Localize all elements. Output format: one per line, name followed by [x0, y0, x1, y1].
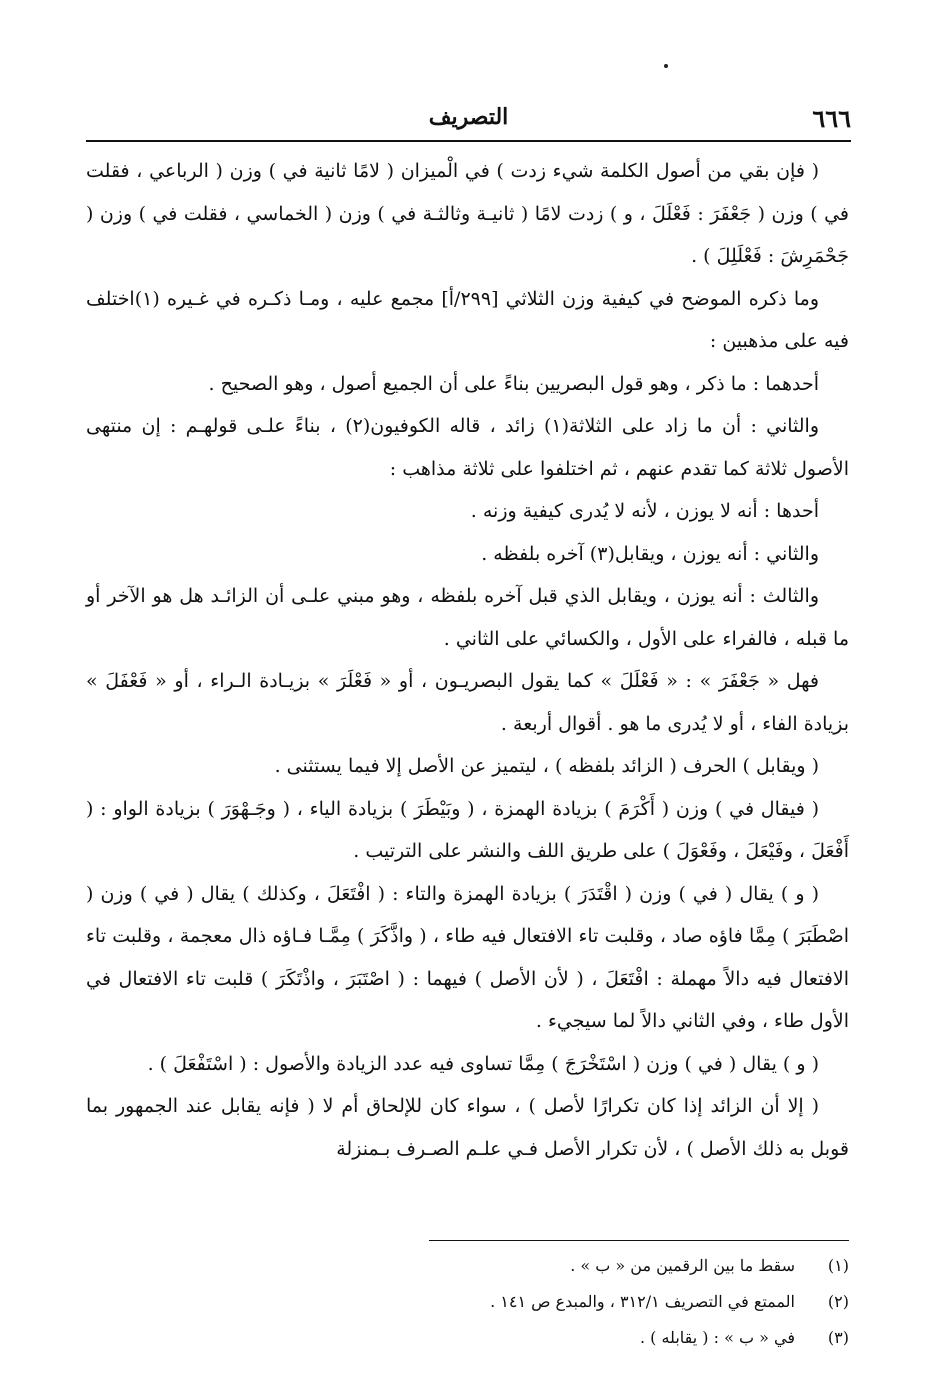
paragraph: ( ويقابل ) الحرف ( الزائد بلفظه ) ، ليتميز عن الأصل إلا فيما يستثنى .: [274, 755, 819, 777]
paragraph: ( فإن بقي من أصول الكلمة شيء زدت ) في الْميزان ( لامًا ثانية في ) وزن ( الرباعي ، فقلت في ) وزن ( جَعْفَرَ : فَعْلَلَ ، و ) زدت لامًا ( ثانيـة وثالثـة في ) وزن ( الخماسي ، فقلت في ) وزن ( جَحْمَرِشَ : فَعْلَلِلَ ) .: [86, 160, 849, 267]
ink-dot: [664, 64, 668, 68]
footnote-number: (٣): [827, 1328, 849, 1347]
paragraph: وما ذكره الموضح في كيفية وزن الثلاثي [٢٩٩/أ] مجمع عليه ، ومـا ذكـره في غـيره (١)اختلف فيه على مذهبين :: [86, 287, 849, 352]
running-title: التصريف: [428, 104, 509, 130]
paragraph: والثالث : أنه يوزن ، ويقابل الذي قبل آخره بلفظه ، وهو مبني علـى أن الزائـد هل هو الآخر أو ما قبله ، فالفراء على الأول ، والكسائي على الثاني .: [86, 585, 849, 650]
paragraph: ( فيقال في ) وزن ( أَكْرَمَ ) بزيادة الهمزة ، ( وبَيْطَرَ ) بزيادة الياء ، ( وجَـهْوَرَ ) بزيادة الواو : ( أَفْعَلَ ، وفَيْعَلَ ، وفَعْوَلَ ) على طريق اللف والنشر على الترتيب .: [86, 797, 849, 862]
footnote-rule: [429, 1240, 849, 1241]
footnote-text: الممتع في التصريف ٣١٢/١ ، والمبدع ص ١٤١ .: [490, 1292, 795, 1311]
paragraph: والثاني : أن ما زاد على الثلاثة(١) زائد ، قاله الكوفيون(٢) ، بناءً علـى قولهـم : إن منتهى الأصول ثلاثة كما تقدم عنهم ، ثم اختلفوا على ثلاثة مذاهب :: [86, 415, 849, 480]
main-text: [86, 150, 849, 1170]
paragraph: أحدهما : ما ذكر ، وهو قول البصريين بناءً على أن الجميع أصول ، وهو الصحيح .: [208, 372, 819, 395]
footnote-number: (٢): [827, 1292, 849, 1311]
footnote-text: سقط ما بين الرقمين من « ب » .: [570, 1256, 795, 1275]
footnote-text: في « ب » : ( يقابله ) .: [639, 1328, 795, 1347]
paragraph: والثاني : أنه يوزن ، ويقابل(٣) آخره بلفظه .: [481, 542, 819, 565]
footnote-number: (١): [827, 1256, 849, 1275]
header-rule: [86, 140, 851, 142]
footnote: [86, 1320, 849, 1356]
footnotes: [86, 1248, 849, 1356]
footnote: [86, 1284, 849, 1320]
paragraph: ( و ) يقال ( في ) وزن ( اقْتَدَرَ ) بزيادة الهمزة والتاء : ( افْتَعَلَ ، وكذلك ) يقال ( في ) وزن ( اصْطَبَرَ ) مِمَّا فاؤه صاد ، وقلبت تاء الافتعال فيه طاء ، ( واذَّكَرَ ) مِمَّـا فـاؤه ذال معجمة ، وقلبت تاء الافتعال فيه دالاً مهملة : افْتَعَلَ ، ( لأن الأصل ) فيهما : ( اصْتَبَرَ ، واذْتَكَرَ ) قلبت تاء الافتعال في الأول طاء ، وفي الثاني دالاً لما سيجيء .: [86, 882, 849, 1032]
footnote: [86, 1248, 849, 1284]
paragraph: ( إلا أن الزائد إذا كان تكرارًا لأصل ) ، سواء كان للإلحاق أم لا ( فإنه يقابل عند الجمهور بما قوبل به ذلك الأصل ) ، لأن تكرار الأصل فـي علـم الصـرف بـمنزلة: [86, 1095, 849, 1160]
paragraph: فهل « جَعْفَرَ » : « فَعْلَلَ » كما يقول البصريـون ، أو « فَعْلَرَ » بزيـادة الـراء ، أو « فَعْفَلَ » بزيادة الفاء ، أو لا يُدرى ما هو . أقوال أربعة .: [86, 670, 849, 735]
paragraph: أحدها : أنه لا يوزن ، لأنه لا يُدرى كيفية وزنه .: [470, 500, 819, 522]
paragraph: ( و ) يقال ( في ) وزن ( اسْتَخْرَجَ ) مِمَّا تساوى فيه عدد الزيادة والأصول : ( اسْتَفْعَلَ ) .: [147, 1052, 819, 1075]
page-header: [86, 104, 851, 140]
page-number: ٦٦٦: [812, 104, 851, 133]
